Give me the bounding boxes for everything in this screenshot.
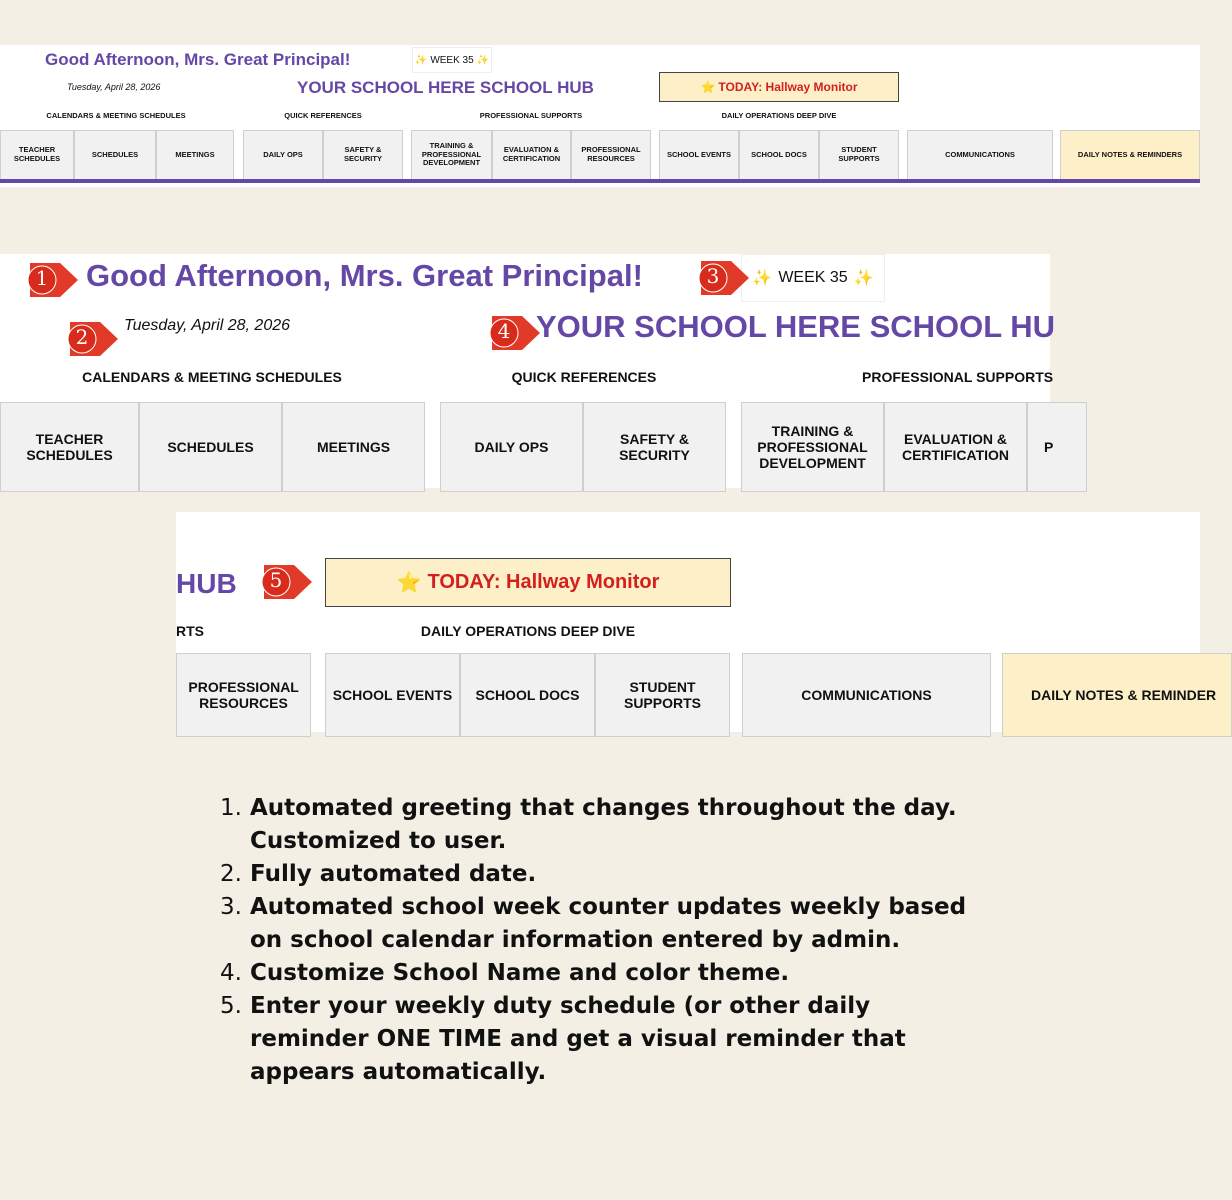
tab-daily-ops[interactable]: DAILY OPS xyxy=(243,130,323,180)
section-professional: PROFESSIONAL SUPPORTS xyxy=(479,111,583,120)
tab-student-supports[interactable]: STUDENT SUPPORTS xyxy=(819,130,899,180)
tab-training[interactable]: TRAINING & PROFESSIONAL DEVELOPMENT xyxy=(411,130,492,180)
marker-2-number: 2 xyxy=(75,325,89,349)
sparkle-icon: ✨ xyxy=(853,270,874,287)
date-text: Tuesday, April 28, 2026 xyxy=(67,82,161,92)
tab-meetings-zoom[interactable]: MEETINGS xyxy=(282,402,425,492)
list-item: 3. Automated school week counter updates weekly based on school calendar information entered by admin. xyxy=(220,894,967,953)
tab-training-zoom[interactable]: TRAINING & PROFESSIONAL DEVELOPMENT xyxy=(741,402,884,492)
marker-5-number: 5 xyxy=(269,568,283,592)
tab-school-events[interactable]: SCHOOL EVENTS xyxy=(659,130,739,180)
week-counter-zoom: ✨ WEEK 35 ✨ xyxy=(741,254,885,302)
section-calendars-zoom: CALENDARS & MEETING SCHEDULES xyxy=(82,369,342,385)
navbar-screenshot xyxy=(0,45,1200,187)
tab-communications[interactable]: COMMUNICATIONS xyxy=(907,130,1053,180)
tab-schedules-zoom[interactable]: SCHEDULES xyxy=(139,402,282,492)
marker-3-number: 3 xyxy=(706,264,720,288)
tab-safety-security-zoom[interactable]: SAFETY & SECURITY xyxy=(583,402,726,492)
marker-1-number: 1 xyxy=(35,266,49,290)
section-quick-references: QUICK REFERENCES xyxy=(284,111,362,120)
tab-daily-ops-zoom[interactable]: DAILY OPS xyxy=(440,402,583,492)
section-daily-operations-zoom: DAILY OPERATIONS DEEP DIVE xyxy=(420,623,636,639)
tab-teacher-schedules[interactable]: TEACHER SCHEDULES xyxy=(0,130,74,180)
section-professional-zoom: PROFESSIONAL SUPPORTS xyxy=(862,369,1054,385)
section-daily-operations: DAILY OPERATIONS DEEP DIVE xyxy=(721,111,837,120)
sparkle-icon: ✨ xyxy=(414,54,428,66)
tab-safety-security[interactable]: SAFETY & SECURITY xyxy=(323,130,403,180)
purple-underline xyxy=(0,179,1200,183)
tab-teacher-schedules-zoom[interactable]: TEACHER SCHEDULES xyxy=(0,402,139,492)
marker-4-number: 4 xyxy=(497,319,511,343)
today-reminder-zoom[interactable]: ⭐ TODAY: Hallway Monitor xyxy=(325,558,731,607)
today-reminder[interactable]: ⭐ TODAY: Hallway Monitor xyxy=(659,72,899,102)
tab-professional-resources[interactable]: PROFESSIONAL RESOURCES xyxy=(571,130,651,180)
date-text-zoom: Tuesday, April 28, 2026 xyxy=(124,317,291,334)
sparkle-icon: ✨ xyxy=(752,270,773,287)
week-counter: ✨ WEEK 35 ✨ xyxy=(412,47,492,73)
greeting-text: Good Afternoon, Mrs. Great Principal! xyxy=(45,50,351,69)
list-item: 1. Automated greeting that changes throughout the day. Customized to user. xyxy=(220,795,957,854)
feature-list xyxy=(220,792,990,1089)
tab-schedules[interactable]: SCHEDULES xyxy=(74,130,156,180)
tab-communications-zoom[interactable]: COMMUNICATIONS xyxy=(742,653,991,737)
tab-evaluation-zoom[interactable]: EVALUATION & CERTIFICATION xyxy=(884,402,1027,492)
tab-evaluation[interactable]: EVALUATION & CERTIFICATION xyxy=(492,130,571,180)
sparkle-icon: ✨ xyxy=(476,54,490,66)
section-professional-tail: RTS xyxy=(176,623,204,639)
school-hub-tail: HUB xyxy=(176,568,237,599)
tab-professional-resources-zoom[interactable]: PROFESSIONAL RESOURCES xyxy=(176,653,311,737)
tab-professional-resources-partial[interactable]: P xyxy=(1027,402,1087,492)
greeting-text-zoom: Good Afternoon, Mrs. Great Principal! xyxy=(86,258,643,293)
tab-student-supports-zoom[interactable]: STUDENT SUPPORTS xyxy=(595,653,730,737)
list-item: 4. Customize School Name and color theme. xyxy=(220,960,790,986)
tab-daily-notes[interactable]: DAILY NOTES & REMINDERS xyxy=(1060,130,1200,180)
school-hub-title-zoom: YOUR SCHOOL HERE SCHOOL HU xyxy=(536,309,1056,344)
section-quick-references-zoom: QUICK REFERENCES xyxy=(511,369,657,385)
list-item: 2. Fully automated date. xyxy=(220,861,537,887)
school-hub-title: YOUR SCHOOL HERE SCHOOL HUB xyxy=(297,78,594,97)
list-item: 5. Enter your weekly duty schedule (or other daily reminder ONE TIME and get a visual reminder that appears automatically. xyxy=(220,993,906,1085)
tab-school-docs-zoom[interactable]: SCHOOL DOCS xyxy=(460,653,595,737)
tab-school-events-zoom[interactable]: SCHOOL EVENTS xyxy=(325,653,460,737)
zoom-right-screenshot xyxy=(176,512,1217,732)
zoom-left-screenshot xyxy=(0,254,1056,488)
tab-meetings[interactable]: MEETINGS xyxy=(156,130,234,180)
star-icon: ⭐ xyxy=(700,80,716,94)
section-calendars: CALENDARS & MEETING SCHEDULES xyxy=(46,111,186,120)
tab-school-docs[interactable]: SCHOOL DOCS xyxy=(739,130,819,180)
star-icon: ⭐ xyxy=(396,572,422,594)
tab-daily-notes-zoom[interactable]: DAILY NOTES & REMINDER xyxy=(1002,653,1232,737)
